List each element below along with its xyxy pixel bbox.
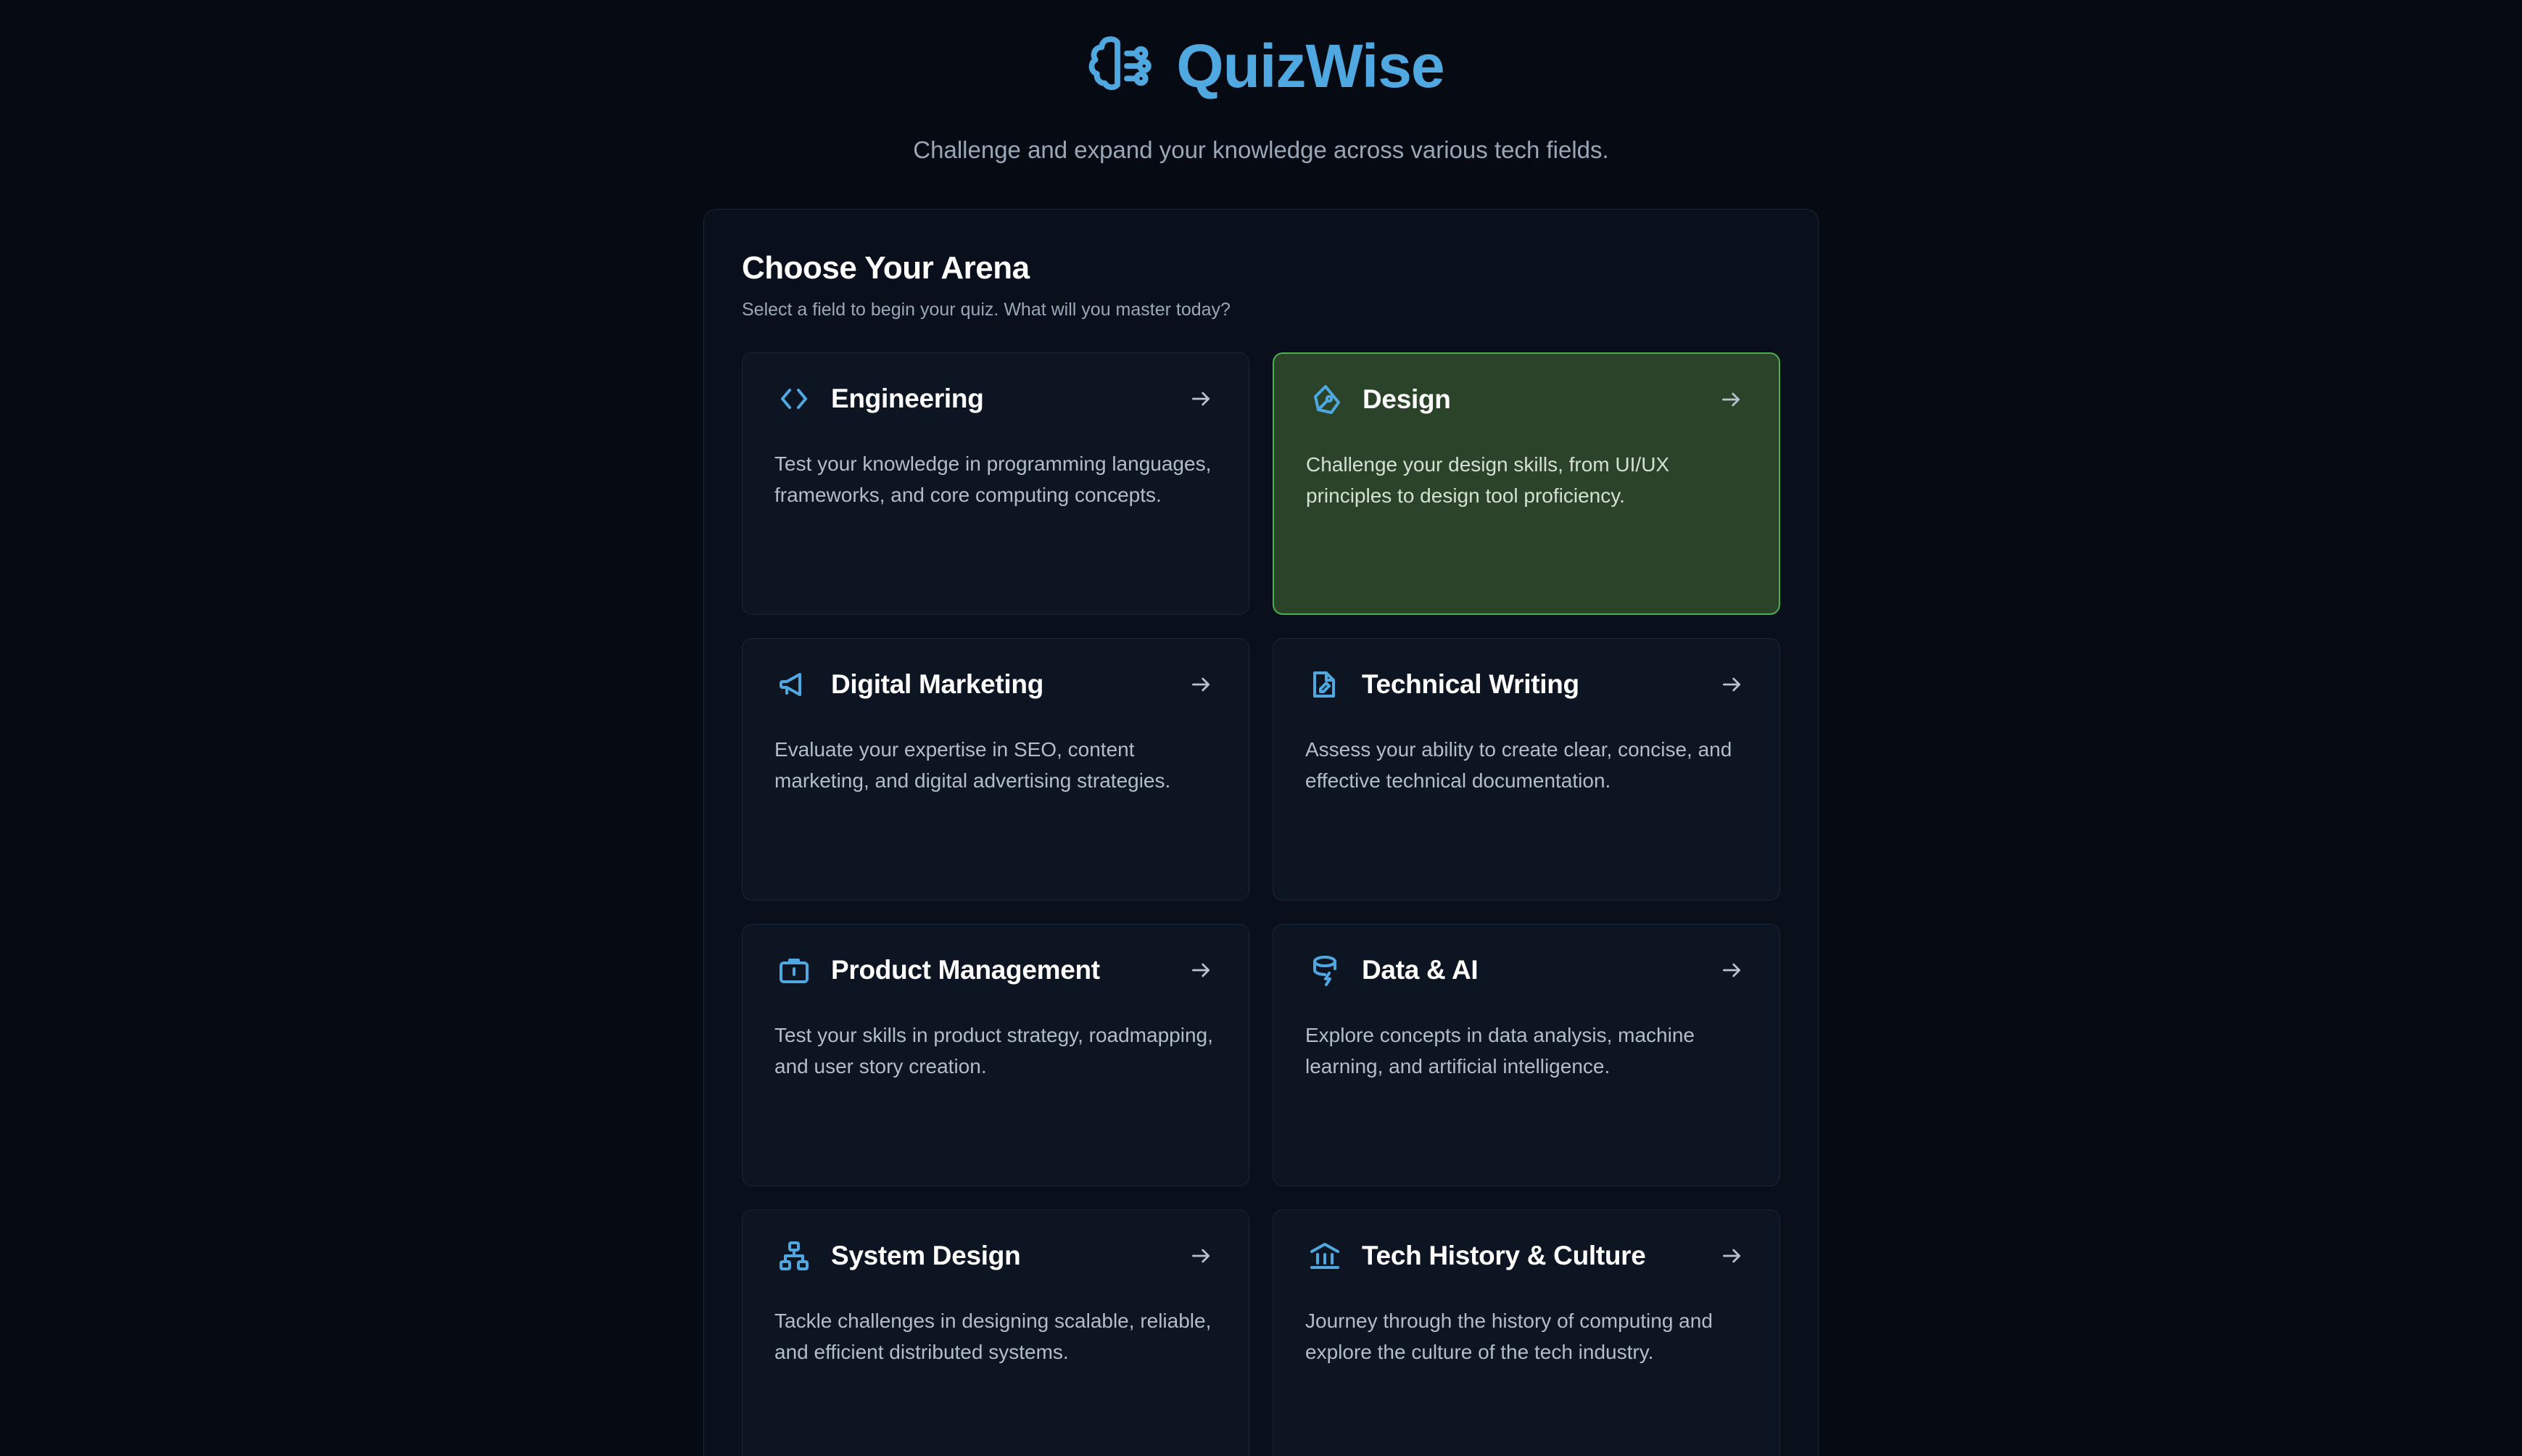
arrow-right-icon[interactable] [1715,384,1747,415]
category-card-system-design[interactable] [742,1209,1249,1456]
megaphone-icon [774,665,814,704]
pen-tool-icon [1306,380,1345,419]
card-title: Product Management [831,955,1100,985]
tagline: Challenge and expand your knowledge across various tech fields. [913,136,1609,163]
card-title: Engineering [831,384,984,413]
category-grid [742,352,1780,1456]
arrow-right-icon[interactable] [1185,669,1217,700]
card-header [1305,665,1748,704]
arrow-right-icon[interactable] [1716,669,1748,700]
card-description: Challenge your design skills, from UI/UX principles to design tool proficiency. [1306,453,1670,507]
code-brackets-icon [774,379,814,418]
arrow-right-icon[interactable] [1716,954,1748,986]
card-header [1305,951,1748,990]
card-header [774,951,1217,990]
card-header [1306,380,1747,419]
card-header [774,665,1217,704]
category-card-digital-marketing[interactable] [742,638,1249,901]
arrow-right-icon[interactable] [1185,954,1217,986]
arrow-right-icon[interactable] [1185,383,1217,415]
panel-title: Choose Your Arena [742,250,1030,286]
page-title: QuizWise [1176,32,1444,100]
card-description: Journey through the history of computing and explore the culture of the tech industry. [1305,1310,1713,1363]
card-description: Test your knowledge in programming languages, frameworks, and core computing concepts. [774,452,1212,506]
category-card-engineering[interactable] [742,352,1249,615]
card-description: Assess your ability to create clear, concise, and effective technical documentation. [1305,738,1732,792]
category-card-data-ai[interactable] [1273,924,1780,1186]
card-description: Test your skills in product strategy, roadmapping, and user story creation. [774,1024,1213,1077]
card-header [774,379,1217,418]
card-title: Tech History & Culture [1362,1241,1646,1270]
arena-panel [703,209,1819,1456]
card-title: Design [1363,384,1451,414]
arrow-right-icon[interactable] [1716,1240,1748,1272]
card-header [1305,1236,1748,1275]
arrow-right-icon[interactable] [1185,1240,1217,1272]
card-title: Technical Writing [1362,669,1579,699]
category-card-technical-writing[interactable] [1273,638,1780,901]
card-description: Explore concepts in data analysis, machine learning, and artificial intelligence. [1305,1024,1695,1077]
briefcase-icon [774,951,814,990]
card-description: Tackle challenges in designing scalable, reliable, and efficient distributed systems. [774,1310,1212,1363]
card-title: Data & AI [1362,955,1479,985]
brand-header [1078,26,1444,106]
category-card-tech-history-culture[interactable] [1273,1209,1780,1456]
database-bolt-icon [1305,951,1344,990]
card-header [774,1236,1217,1275]
hierarchy-icon [774,1236,814,1275]
panel-subtitle: Select a field to begin your quiz. What will you master today? [742,299,1231,320]
category-card-design[interactable] [1273,352,1780,615]
card-title: System Design [831,1241,1021,1270]
category-card-product-management[interactable] [742,924,1249,1186]
bank-columns-icon [1305,1236,1344,1275]
card-title: Digital Marketing [831,669,1043,699]
brain-circuit-icon [1078,26,1157,106]
card-description: Evaluate your expertise in SEO, content marketing, and digital advertising strategies. [774,738,1171,792]
document-pencil-icon [1305,665,1344,704]
